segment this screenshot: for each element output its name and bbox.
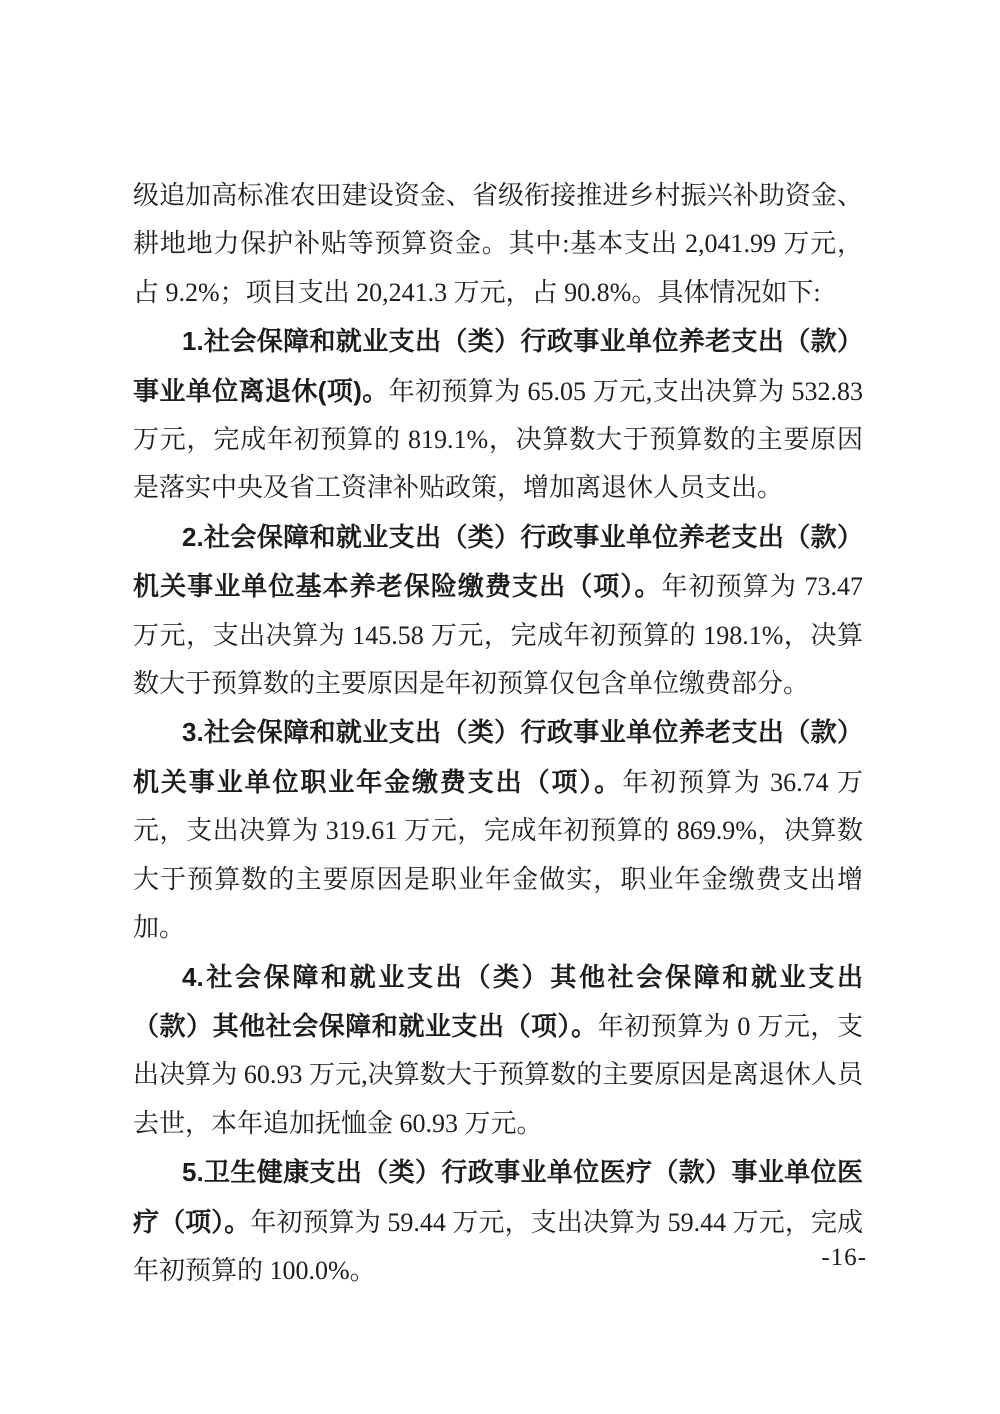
paragraph-item-5	[133, 1148, 863, 1295]
item-1-body: 年初预算为 65.05 万元,支出决算为 532.83 万元，完成年初预算的 819.1%，决算数大于预算数的主要原因是落实中央及省工资津补贴政策，增加离退休人员支出。	[133, 376, 863, 503]
intro-text: 级追加高标准农田建设资金、省级衔接推进乡村振兴补助资金、耕地地力保护补贴等预算资金。其中:基本支出 2,041.99 万元，占 9.2%；项目支出 20,241.3 万元，占 90.8%。具体情况如下:	[133, 181, 863, 307]
item-1-heading: 1.社会保障和就业支出（类）行政事业单位养老支出（款）事业单位离退休(项)。	[133, 326, 863, 406]
item-3-body: 年初预算为 36.74 万元，支出决算为 319.61 万元，完成年初预算的 869.9%，决算数大于预算数的主要原因是职业年金做实，职业年金缴费支出增加。	[133, 767, 863, 943]
item-5-heading: 5.卫生健康支出（类）行政事业单位医疗（款）事业单位医疗（项）。	[133, 1157, 863, 1237]
paragraph-item-3	[133, 708, 863, 952]
page-number: -16-	[821, 1244, 867, 1271]
paragraph-item-4	[133, 953, 863, 1149]
document-body	[133, 172, 863, 1295]
item-2-heading: 2.社会保障和就业支出（类）行政事业单位养老支出（款）机关事业单位基本养老保险缴费支出（项）。	[133, 521, 863, 602]
item-4-heading: 4.社会保障和就业支出（类）其他社会保障和就业支出（款）其他社会保障和就业支出（项）。	[133, 961, 863, 1041]
paragraph-intro	[133, 172, 863, 317]
item-5-body: 年初预算为 59.44 万元，支出决算为 59.44 万元，完成年初预算的 100.0%。	[133, 1207, 863, 1285]
item-3-heading: 3.社会保障和就业支出（类）行政事业单位养老支出（款）机关事业单位职业年金缴费支出（项）。	[133, 717, 863, 797]
paragraph-item-2	[133, 513, 863, 709]
item-4-body: 年初预算为 0 万元，支出决算为 60.93 万元,决算数大于预算数的主要原因是离退休人员去世，本年追加抚恤金 60.93 万元。	[133, 1011, 863, 1138]
item-2-body: 年初预算为 73.47 万元，支出决算为 145.58 万元，完成年初预算的 198.1%，决算数大于预算数的主要原因是年初预算仅包含单位缴费部分。	[133, 572, 863, 699]
paragraph-item-1	[133, 317, 863, 513]
